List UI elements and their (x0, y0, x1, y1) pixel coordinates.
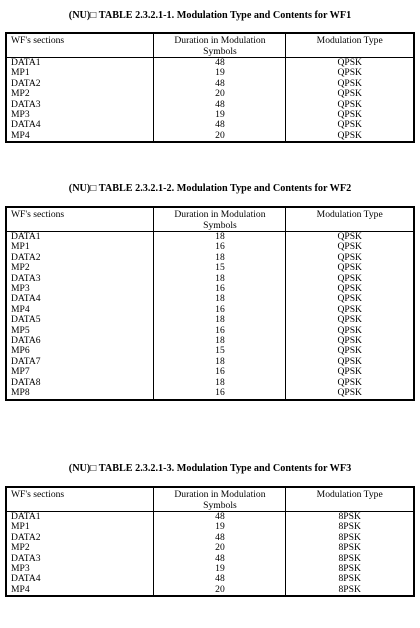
cell-duration: 18 (154, 274, 286, 284)
table-row (7, 131, 413, 141)
cell-modulation: QPSK (337, 376, 362, 388)
header-modulation: Modulation Type (286, 208, 413, 232)
cell-duration: 16 (154, 242, 286, 252)
cell-duration: 16 (154, 326, 286, 336)
cell-modulation: QPSK (337, 355, 362, 367)
cell-section: DATA8 (7, 378, 154, 388)
cell-modulation: QPSK (337, 119, 362, 131)
cell-section: MP1 (7, 522, 154, 532)
cell-duration: 15 (154, 263, 286, 273)
cell-section: DATA3 (7, 554, 154, 564)
cell-modulation: QPSK (337, 272, 362, 284)
cell-modulation: QPSK (337, 387, 362, 399)
cell-modulation: QPSK (337, 57, 362, 68)
cell-duration: 20 (154, 543, 286, 553)
table-body (7, 512, 413, 596)
cell-section: DATA2 (7, 253, 154, 263)
cell-section: DATA1 (7, 58, 154, 69)
cell-modulation: QPSK (337, 335, 362, 347)
cell-section: MP8 (7, 388, 154, 398)
cell-duration: 15 (154, 346, 286, 356)
cell-duration: 18 (154, 232, 286, 243)
table-wf2 (5, 206, 415, 401)
cell-duration: 48 (154, 533, 286, 543)
cell-duration: 18 (154, 357, 286, 367)
cell-modulation: QPSK (337, 324, 362, 336)
cell-section: DATA1 (7, 232, 154, 243)
cell-section: DATA3 (7, 274, 154, 284)
cell-modulation: 8PSK (338, 531, 361, 543)
cell-section: MP3 (7, 284, 154, 294)
table-1-caption: (NU)□ TABLE 2.3.2.1-1. Modulation Type and Contents for WF1 (68, 10, 352, 21)
header-modulation: Modulation Type (286, 488, 413, 512)
cell-duration: 19 (154, 110, 286, 120)
cell-modulation: QPSK (337, 98, 362, 110)
cell-duration: 48 (154, 100, 286, 110)
cell-section: DATA5 (7, 315, 154, 325)
cell-section: MP3 (7, 564, 154, 574)
cell-modulation: QPSK (337, 262, 362, 274)
header-duration: Duration in Modulation Symbols (154, 488, 286, 512)
cell-modulation: QPSK (337, 88, 362, 100)
cell-modulation: QPSK (337, 67, 362, 79)
cell-duration: 48 (154, 58, 286, 69)
cell-section: DATA4 (7, 294, 154, 304)
table-body (7, 232, 413, 399)
header-section: WF's sections (7, 488, 154, 512)
cell-modulation: 8PSK (338, 511, 361, 522)
cell-section: DATA2 (7, 79, 154, 89)
cell-duration: 18 (154, 378, 286, 388)
cell-section: MP2 (7, 543, 154, 553)
cell-duration: 18 (154, 253, 286, 263)
cell-modulation: 8PSK (338, 521, 361, 533)
table-row (7, 585, 413, 595)
cell-modulation: QPSK (337, 283, 362, 295)
cell-modulation: 8PSK (338, 563, 361, 575)
cell-section: MP2 (7, 263, 154, 273)
cell-modulation: QPSK (337, 231, 362, 242)
cell-section: MP4 (7, 585, 154, 595)
cell-section: MP1 (7, 242, 154, 252)
table-header-row (7, 488, 413, 512)
cell-modulation: 8PSK (338, 573, 361, 585)
table-wf3 (5, 486, 415, 597)
cell-modulation: QPSK (337, 129, 362, 141)
cell-section: DATA3 (7, 100, 154, 110)
cell-duration: 20 (154, 89, 286, 99)
cell-duration: 19 (154, 564, 286, 574)
cell-section: MP3 (7, 110, 154, 120)
cell-section: DATA4 (7, 574, 154, 584)
cell-modulation: QPSK (337, 77, 362, 89)
cell-section: DATA1 (7, 512, 154, 523)
cell-duration: 20 (154, 131, 286, 141)
cell-section: DATA7 (7, 357, 154, 367)
cell-modulation: QPSK (337, 293, 362, 305)
cell-duration: 20 (154, 585, 286, 595)
cell-duration: 18 (154, 315, 286, 325)
table-row (7, 388, 413, 398)
cell-section: MP1 (7, 68, 154, 78)
cell-modulation: QPSK (337, 303, 362, 315)
cell-duration: 18 (154, 294, 286, 304)
cell-modulation: QPSK (337, 366, 362, 378)
cell-modulation: QPSK (337, 345, 362, 357)
cell-section: MP4 (7, 305, 154, 315)
header-section: WF's sections (7, 34, 154, 58)
cell-modulation: 8PSK (338, 542, 361, 554)
cell-duration: 18 (154, 336, 286, 346)
cell-section: MP7 (7, 367, 154, 377)
cell-modulation: QPSK (337, 241, 362, 253)
cell-modulation: QPSK (337, 109, 362, 121)
header-section: WF's sections (7, 208, 154, 232)
cell-modulation: 8PSK (338, 583, 361, 595)
cell-modulation: QPSK (337, 314, 362, 326)
table-body (7, 58, 413, 142)
cell-section: MP2 (7, 89, 154, 99)
cell-duration: 48 (154, 554, 286, 564)
cell-modulation: 8PSK (338, 552, 361, 564)
cell-duration: 16 (154, 367, 286, 377)
table-header-row (7, 208, 413, 232)
cell-duration: 48 (154, 512, 286, 523)
cell-duration: 19 (154, 68, 286, 78)
header-modulation: Modulation Type (286, 34, 413, 58)
cell-duration: 16 (154, 388, 286, 398)
cell-duration: 19 (154, 522, 286, 532)
cell-duration: 48 (154, 79, 286, 89)
cell-section: MP4 (7, 131, 154, 141)
cell-section: DATA6 (7, 336, 154, 346)
cell-duration: 16 (154, 305, 286, 315)
table-2-caption: (NU)□ TABLE 2.3.2.1-2. Modulation Type and Contents for WF2 (68, 183, 352, 194)
table-wf1 (5, 32, 415, 143)
header-duration: Duration in Modulation Symbols (154, 34, 286, 58)
table-header-row (7, 34, 413, 58)
cell-modulation: QPSK (337, 251, 362, 263)
header-duration: Duration in Modulation Symbols (154, 208, 286, 232)
cell-section: MP5 (7, 326, 154, 336)
cell-duration: 48 (154, 574, 286, 584)
cell-section: MP6 (7, 346, 154, 356)
cell-section: DATA4 (7, 120, 154, 130)
cell-section: DATA2 (7, 533, 154, 543)
cell-duration: 16 (154, 284, 286, 294)
cell-duration: 48 (154, 120, 286, 130)
table-3-caption: (NU)□ TABLE 2.3.2.1-3. Modulation Type and Contents for WF3 (68, 463, 352, 474)
